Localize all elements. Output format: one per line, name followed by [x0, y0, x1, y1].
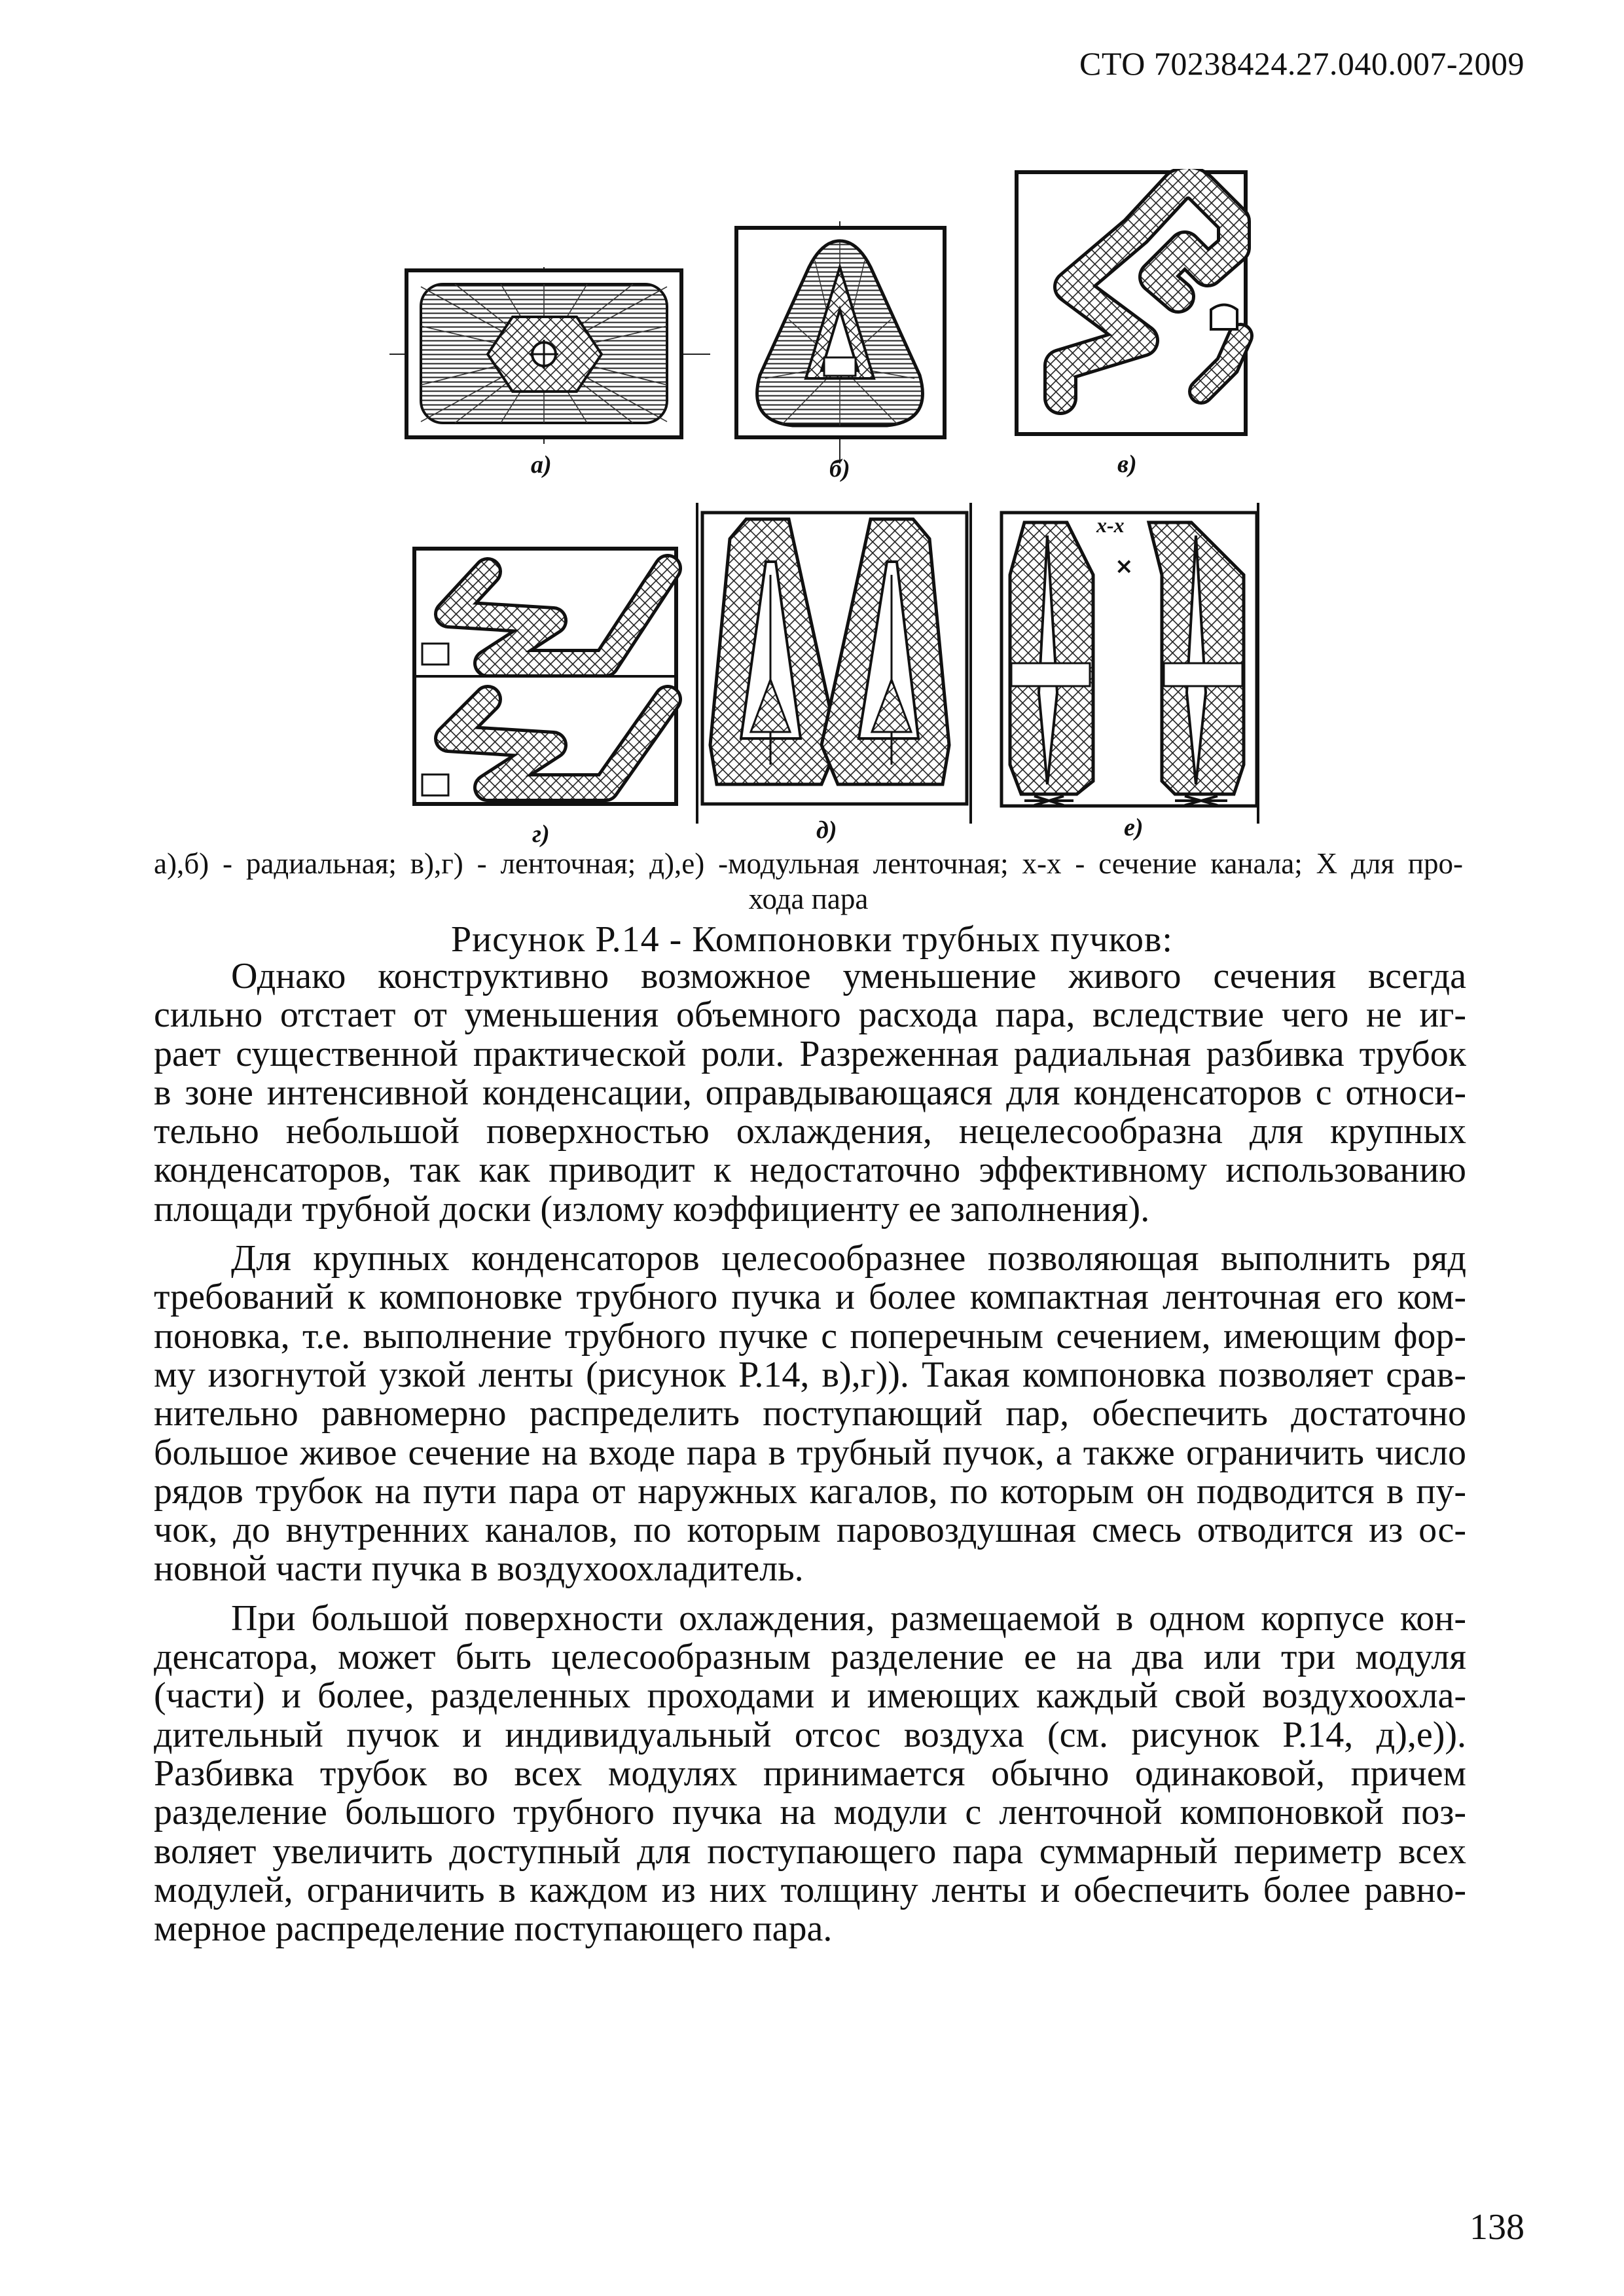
document-code-header: СТО 70238424.27.040.007-2009	[1079, 45, 1525, 82]
page-number: 138	[1470, 2207, 1525, 2248]
panel-label-g: г)	[532, 820, 550, 848]
text-line: большое живое сечение на входе пара в трубный пучок, а также ограничить число	[154, 1432, 1466, 1473]
text-line: новной части пучка в воздухоохладитель.	[154, 1548, 804, 1590]
text-line: дительный пучок и индивидуальный отсос воздуха (см. рисунок Р.14, д),е)).	[154, 1714, 1466, 1755]
panel-d-modular-ribbon	[697, 503, 971, 844]
text-line: сильно отстает от уменьшения объемного расхода пара, вследствие чего не иг-	[154, 994, 1466, 1036]
figure-caption	[154, 846, 1463, 917]
text-line: При большой поверхности охлаждения, размещаемой в одном корпусе кон-	[231, 1597, 1466, 1639]
section-label-x-x: х-х	[1096, 513, 1125, 537]
paragraph-1	[154, 957, 1466, 1229]
text-line: мерное распределение поступающего пара.	[154, 1908, 833, 1950]
paragraph-2	[154, 1239, 1466, 1589]
panel-a-radial-rectangular	[389, 267, 710, 479]
text-line: поновка, т.е. выполнение трубного пучке с поперечным сечением, имеющим фор-	[154, 1315, 1466, 1357]
caption-line-1: а),б) - радиальная; в),г) - ленточная; д),е) -модульная ленточная; х-х - сечение канала; X для про-	[154, 847, 1463, 880]
figure-tube-bundle-layouts	[389, 169, 1286, 850]
panel-label-e: е)	[1124, 814, 1144, 841]
panel-label-d: д)	[816, 816, 837, 844]
figure-title: Рисунок Р.14 - Компоновки трубных пучков:	[451, 919, 1173, 960]
panel-label-a: а)	[531, 451, 552, 479]
text-line: в зоне интенсивной конденсации, оправдывающаяся для конденсаторов с относи-	[154, 1072, 1466, 1113]
text-line: площади трубной доски (излому коэффициенту ее заполнения).	[154, 1188, 1150, 1230]
text-line: му изогнутой узкой ленты (рисунок Р.14, в),г)). Такая компоновка позволяет срав-	[154, 1354, 1466, 1395]
text-line: воляет увеличить доступный для поступающего пара суммарный периметр всех	[154, 1831, 1466, 1872]
text-line: конденсаторов, так как приводит к недостаточно эффективному использованию	[154, 1150, 1466, 1191]
text-line: требований к компоновке трубного пучка и более компактная ленточная его ком-	[154, 1277, 1466, 1318]
caption-line-2: хода пара	[748, 883, 869, 915]
section-marker: ×	[1115, 553, 1134, 579]
panel-e-modular-ribbon	[1001, 503, 1258, 841]
text-line: рает существенной практической роли. Разреженная радиальная разбивка трубок	[154, 1033, 1466, 1074]
panel-g-ribbon	[414, 549, 676, 848]
text-line: тельно небольшой поверхностью охлаждения, нецелесообразна для крупных	[154, 1111, 1466, 1152]
text-line: денсатора, может быть целесообразным разделение ее на два или три модуля	[154, 1637, 1466, 1678]
text-line: модулей, ограничить в каждом из них толщину ленты и обеспечить более равно-	[154, 1869, 1466, 1910]
panel-label-v: в)	[1117, 450, 1137, 478]
panel-b-radial-triangular	[736, 221, 945, 483]
text-line: Однако конструктивно возможное уменьшение живого сечения всегда	[231, 956, 1466, 996]
panel-v-ribbon	[1017, 172, 1246, 478]
text-line: (части) и более, разделенных проходами и имеющих каждый свой воздухоохла-	[154, 1675, 1466, 1717]
text-line: чок, до внутренних каналов, по которым паровоздушная смесь отводится из ос-	[154, 1510, 1466, 1551]
text-line: Для крупных конденсаторов целесообразнее позволяющая выполнить ряд	[231, 1238, 1466, 1279]
panel-label-b: б)	[829, 455, 850, 483]
text-line: рядов трубок на пути пара от наружных кагалов, по которым он подводится в пу-	[154, 1470, 1466, 1512]
paragraph-3	[154, 1599, 1466, 1949]
text-line: нительно равномерно распределить поступающий пар, обеспечить достаточно	[154, 1393, 1466, 1434]
body-text	[154, 957, 1466, 1948]
text-line: Разбивка трубок во всех модулях принимается обычно одинаковой, причем	[154, 1753, 1466, 1794]
text-line: разделение большого трубного пучка на модули с ленточной компоновкой поз-	[154, 1792, 1466, 1833]
